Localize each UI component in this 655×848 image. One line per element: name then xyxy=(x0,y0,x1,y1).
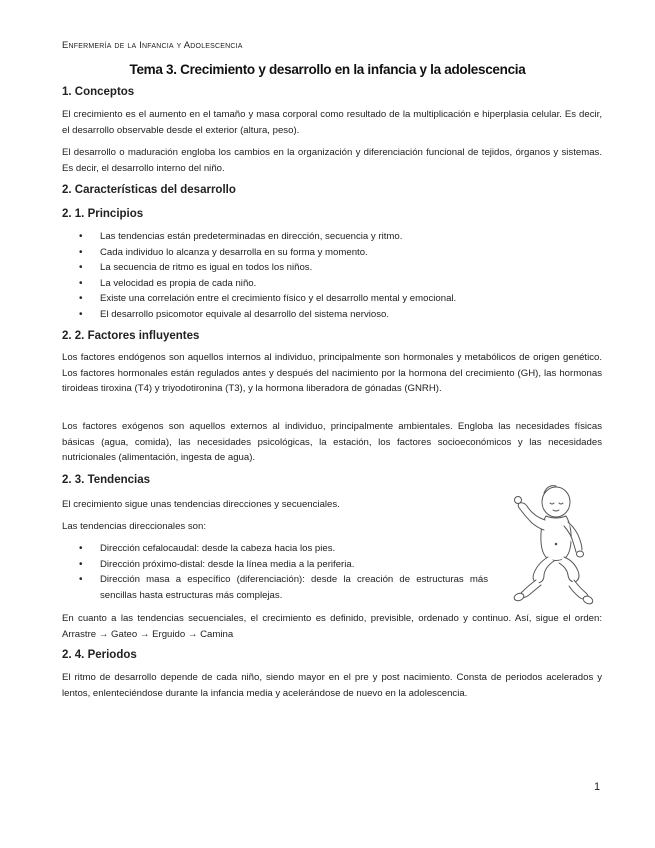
paragraph-factores-exogenos: Los factores exógenos son aquellos externos al individuo, principalmente ambientales. Engloba las necesidades físicas básicas (agua, comida), las necesidades psicológicas, la estación, los factores socioeconómicos y las necesidades nutricionales (alimentación, ingesta de agua). xyxy=(62,421,602,463)
list-item: • Dirección masa a específico (diferenciación): desde la creación de estructuras más sencillas hasta estructuras más complejas. xyxy=(0,572,488,603)
paragraph-desarrollo: El desarrollo o maduración engloba los cambios en la organización y diferenciación funcional de tejidos, órganos y sistemas. Es decir, el desarrollo interno del niño. xyxy=(62,147,602,174)
principios-list xyxy=(0,229,456,322)
paragraph-tendencias-intro: El crecimiento sigue unas tendencias direcciones y secuenciales. xyxy=(62,499,340,510)
list-item: • Las tendencias están predeterminadas en dirección, secuencia y ritmo. xyxy=(0,229,456,245)
heading-principios: 2. 1. Principios xyxy=(62,208,144,220)
list-item: • Existe una correlación entre el crecimiento físico y el desarrollo mental y emocional. xyxy=(0,291,456,307)
list-item: • El desarrollo psicomotor equivale al desarrollo del sistema nervioso. xyxy=(0,307,456,323)
heading-tendencias: 2. 3. Tendencias xyxy=(62,474,150,486)
paragraph-tendencias-secuenciales: En cuanto a las tendencias secuenciales, el crecimiento es definido, previsible, ordenado y continuo. Así, sigue el orden: Arrastre → Gateo → Erguido → Camina xyxy=(62,613,602,640)
page-title: Tema 3. Crecimiento y desarrollo en la infancia y la adolescencia xyxy=(129,62,526,77)
paragraph-periodos: El ritmo de desarrollo depende de cada niño, siendo mayor en el pre y post nacimiento. Consta de periodos acelerados y lentos, enlenteciéndose durante la infancia media y acelerándose de nuevo en la adolescencia. xyxy=(62,672,602,699)
paragraph-crecimiento: El crecimiento es el aumento en el tamaño y masa corporal como resultado de la multiplicación e hiperplasia celular. Es decir, el desarrollo observable desde el exterior (altura, peso). xyxy=(62,109,602,136)
heading-periodos: 2. 4. Periodos xyxy=(62,649,137,661)
paragraph-tendencias-direccionales: Las tendencias direccionales son: xyxy=(62,521,206,532)
running-head: Enfermería de la Infancia y Adolescencia xyxy=(62,40,243,51)
list-item: • La velocidad es propia de cada niño. xyxy=(0,276,456,292)
list-item: • Dirección próximo-distal: desde la línea media a la periferia. xyxy=(0,557,488,573)
list-item: • La secuencia de ritmo es igual en todos los niños. xyxy=(0,260,456,276)
heading-factores: 2. 2. Factores influyentes xyxy=(62,330,200,342)
paragraph-factores-endogenos: Los factores endógenos son aquellos internos al individuo, principalmente son hormonales y metabólicos de origen genético. Los factores hormonales están regulados antes y después del nacimiento por la hormona del crecimiento (GH), las hormonas tiroideas tiroxina (T4) y triyodotironina (T3), y la hormona liberadora de gónadas (GNRH). xyxy=(62,352,602,394)
tendencias-list xyxy=(0,541,488,603)
infant-illustration xyxy=(508,484,608,616)
heading-caracteristicas: 2. Características del desarrollo xyxy=(62,184,236,196)
list-item: • Cada individuo lo alcanza y desarrolla en su forma y momento. xyxy=(0,245,456,261)
heading-conceptos: 1. Conceptos xyxy=(62,86,135,98)
list-item: • Dirección cefalocaudal: desde la cabeza hacia los pies. xyxy=(0,541,488,557)
page-number: 1 xyxy=(594,781,601,793)
